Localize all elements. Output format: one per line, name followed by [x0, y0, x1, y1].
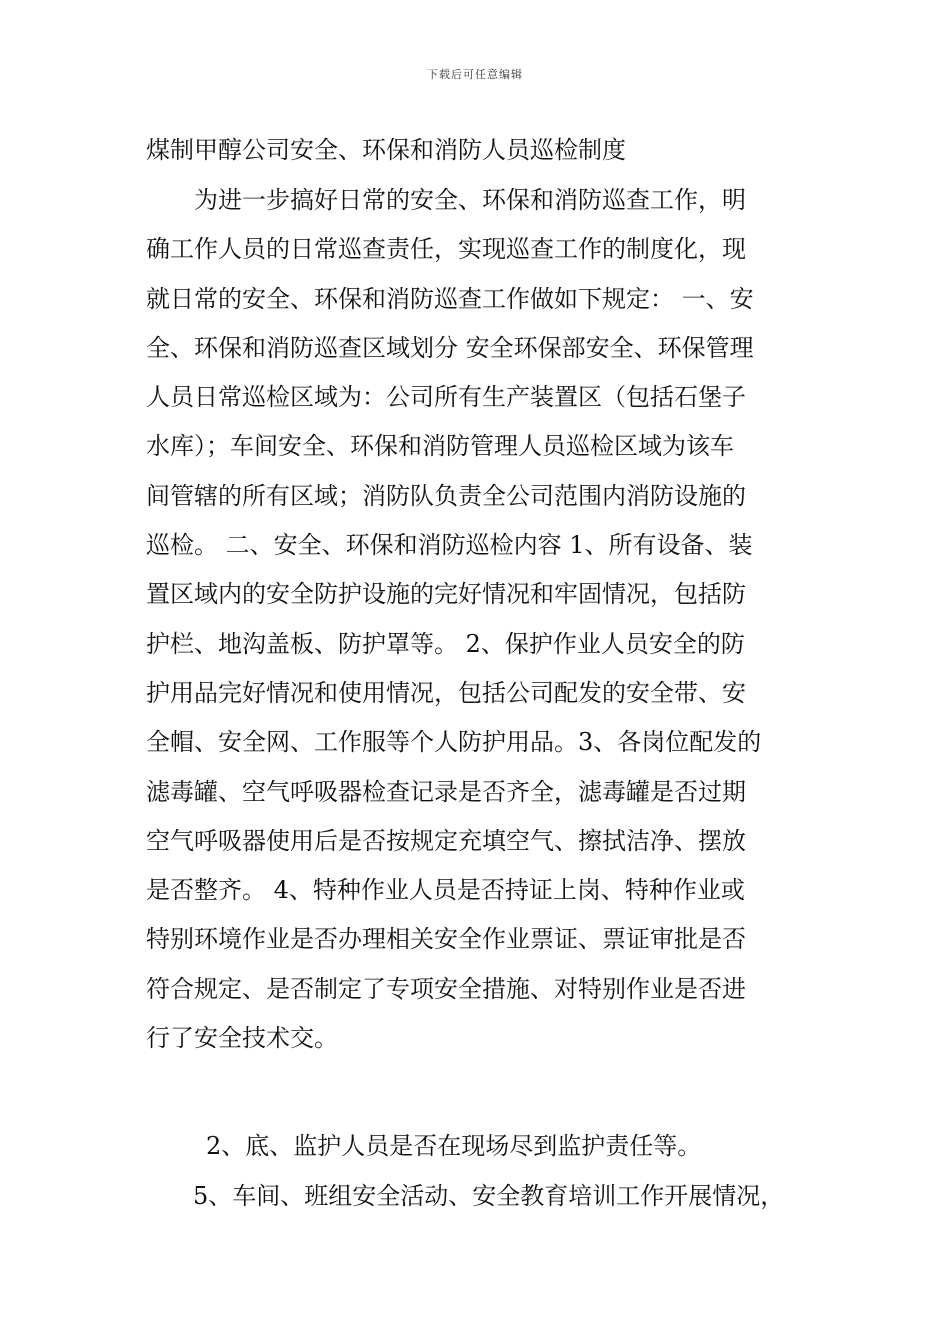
body-line: 行了安全技术交。 [146, 1024, 338, 1053]
body-line: 确工作人员的日常巡查责任，实现巡查工作的制度化，现 [146, 235, 746, 264]
body-line: 符合规定、是否制定了专项安全措施、对特别作业是否进 [146, 974, 746, 1003]
body-line: 是否整齐。 4、特种作业人员是否持证上岗、特种作业或 [146, 876, 745, 905]
body-line: 间管辖的所有区域；消防队负责全公司范围内消防设施的 [146, 481, 746, 510]
body-line: 护栏、地沟盖板、防护罩等。 2、保护作业人员安全的防 [146, 629, 745, 658]
body-paragraph [146, 180, 826, 1067]
body-line: 置区域内的安全防护设施的完好情况和牢固情况，包括防 [146, 580, 746, 609]
body-line: 滤毒罐、空气呼吸器检查记录是否齐全，滤毒罐是否过期 [146, 777, 746, 806]
body-line: 特别环境作业是否办理相关安全作业票证、票证审批是否 [146, 925, 746, 954]
body-line-training: 5、车间、班组安全活动、安全教育培训工作开展情况， [193, 1182, 785, 1210]
body-line: 就日常的安全、环保和消防巡查工作做如下规定： 一、安 [146, 284, 754, 313]
body-line: 护用品完好情况和使用情况，包括公司配发的安全带、安 [146, 678, 746, 707]
body-line: 全、环保和消防巡查区域划分 安全环保部安全、环保管理 [146, 333, 754, 362]
page-header-note: 下载后可任意编辑 [427, 68, 523, 81]
body-line: 水库）；车间安全、环保和消防管理人员巡检区域为该车 [146, 432, 734, 461]
body-line: 为进一步搞好日常的安全、环保和消防巡查工作，明 [194, 186, 746, 214]
body-line: 人员日常巡检区域为：公司所有生产装置区（包括石堡子 [146, 383, 746, 412]
body-line: 全帽、安全网、工作服等个人防护用品。3、各岗位配发的 [146, 728, 762, 757]
body-line: 巡检。 二、安全、环保和消防巡检内容 1、所有设备、装 [146, 531, 753, 560]
body-line: 空气呼吸器使用后是否按规定充填空气、擦拭洁净、摆放 [146, 826, 746, 855]
body-line-supervision: 2、底、监护人员是否在现场尽到监护责任等。 [206, 1132, 702, 1160]
document-title: 煤制甲醇公司安全、环保和消防人员巡检制度 [146, 136, 626, 164]
